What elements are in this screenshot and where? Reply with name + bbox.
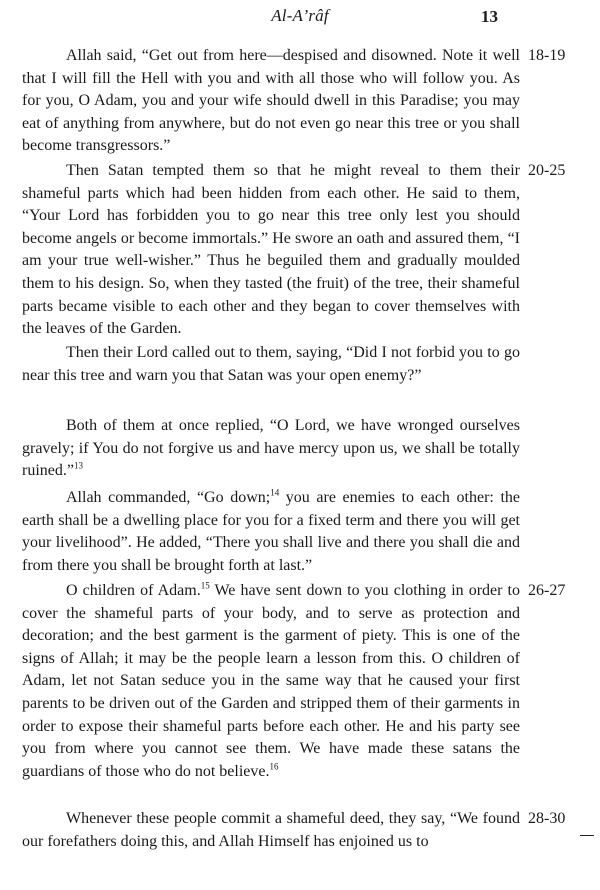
footnote-marker: 16 [269,761,279,772]
verse-text: Allah commanded, “Go down; [66,489,271,506]
verse-text: Then their Lord called out to them, saying, “Did I not forbid you to go near this tree and warn you that Satan was your open enemy?” [22,344,520,384]
verse-reference: 20-25 [528,162,566,179]
verse-paragraph [22,808,520,853]
verse-reference: 18-19 [528,47,566,64]
verse-text-continued: We have sent down to you clothing in order to cover the shameful parts of your body, and to serve as protection and decoration; and the best garment is the garment of piety. This is one of the signs of Allah; it may be the people learn a lesson from this. O children of Adam, let not Satan seduce you in the same way that he caused your first parents to be driven out of the Garden and stripped them of their garments in order to expose their shameful parts before each other. He and his party see you from where you cannot see them. We have made these satans the guardians of those who do not believe. [22,582,520,780]
verse-text: O children of Adam. [66,582,201,599]
footnote-marker: 14 [270,487,280,498]
page-header-title: Al-A’râf [271,6,329,25]
verse-text: Allah said, “Get out from here—despised and disowned. Note it well that I will fill the Hell with you and with all those who will follow you. As for you, O Adam, you and your wife should dwell in this Paradise; you may eat of anything from anywhere, but do not even go near this tree or you shall become transgressors.” [22,47,520,155]
verse-paragraph [22,342,520,387]
verse-text: Whenever these people commit a shameful deed, they say, “We found our forefathers doing this, and Allah Himself has enjoined us to [22,810,520,850]
page-number: 13 [481,7,498,26]
verse-paragraph [22,160,520,341]
footnote-marker: 15 [200,580,210,591]
footnote-marker: 13 [73,460,83,471]
verse-paragraph [22,580,520,783]
verse-text: Both of them at once replied, “O Lord, we have wronged ourselves gravely; if You do not forgive us and have mercy upon us, we shall be totally ruined.” [22,417,520,480]
verse-reference: 28-30 [528,810,566,827]
verse-paragraph [22,487,520,577]
verse-text: Then Satan tempted them so that he might reveal to them their shameful parts which had been hidden from each other. He said to them, “Your Lord has forbidden you to go near this tree only lest you should become angels or become immortals.” He swore an oath and assured them, “I am your true well-wisher.” Thus he beguiled them and gradually moulded them to his design. So, when they tasted (the fruit) of the tree, their shameful parts became visible to each other and they began to cover themselves with the leaves of the Garden. [22,162,520,338]
verse-paragraph [22,45,520,158]
margin-dash-mark [580,835,594,836]
verse-paragraph [22,415,520,483]
verse-text-continued: you are enemies to each other: the earth shall be a dwelling place for you for a fixed term and there you will get your livelihood”. He added, “There you shall live and there you shall die and from there you shall be brought forth at last.” [22,489,520,574]
verse-reference: 26-27 [528,582,566,599]
